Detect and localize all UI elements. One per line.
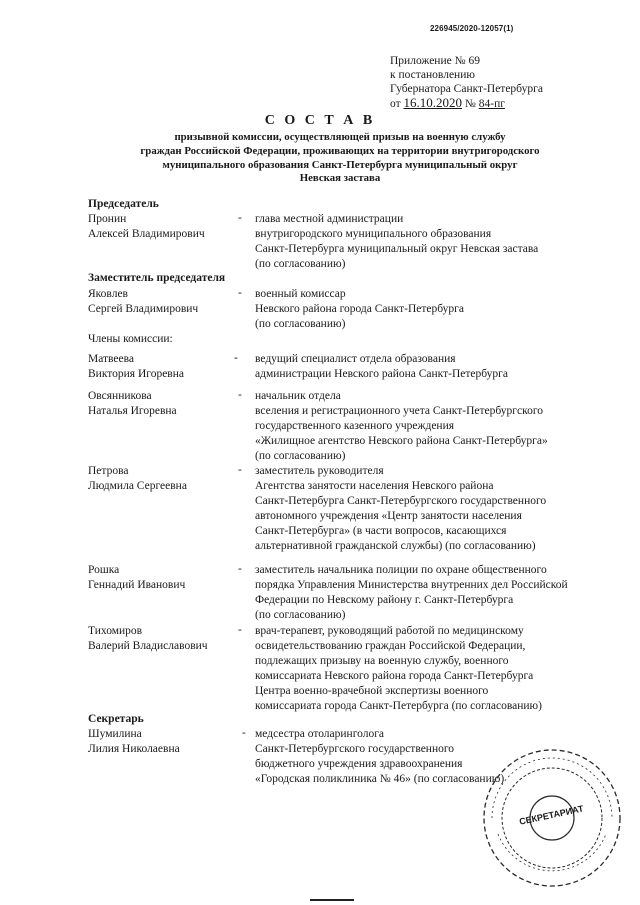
position-line: медсестра отоларинголога: [255, 728, 385, 740]
position-line: ведущий специалист отдела образования: [255, 353, 456, 365]
deputy-name: [88, 287, 198, 317]
document-subtitle: [80, 131, 600, 186]
position-line: Санкт-Петербургского государственного: [255, 743, 455, 755]
chairman-heading: Председатель: [88, 198, 159, 210]
document-number: 226945/2020-12057(1): [430, 24, 514, 33]
member-position: [255, 389, 548, 464]
surname: Матвеева: [88, 353, 135, 365]
position-line: заместитель начальника полиции по охране общественного: [255, 564, 547, 576]
position-line: Санкт-Петербурга муниципальный округ Невская застава: [255, 243, 539, 255]
member-name: [88, 563, 185, 593]
position-line: «Жилищное агентство Невского района Санкт-Петербурга»: [255, 435, 548, 447]
annex-line-1: Приложение № 69: [390, 55, 480, 67]
annex-line-3: Губернатора Санкт-Петербурга: [390, 83, 543, 95]
dash-separator: -: [238, 287, 242, 299]
chairman-name: [88, 212, 205, 242]
position-line: бюджетного учреждения здравоохранения: [255, 758, 463, 770]
subtitle-line: муниципального образования Санкт-Петербурга муниципальный округ: [162, 158, 518, 171]
member-name: [88, 389, 177, 419]
member-position: [255, 624, 542, 714]
decree-number: 84-пг: [478, 98, 505, 110]
dash-separator: -: [238, 464, 242, 476]
position-line: начальник отдела: [255, 390, 341, 402]
surname: Шумилина: [88, 728, 142, 740]
position-line: (по согласованию): [255, 318, 346, 330]
member-position: [255, 464, 546, 554]
surname: Тихомиров: [88, 625, 143, 637]
position-line: (по согласованию): [255, 258, 346, 270]
chairman-position: [255, 212, 538, 272]
member-position: [255, 563, 568, 623]
given-names: Сергей Владимирович: [88, 303, 199, 315]
member-name: [88, 464, 187, 494]
dash-separator: -: [242, 727, 246, 739]
surname: Яковлев: [88, 288, 128, 300]
position-line: комиссариата города Санкт-Петербурга (по согласованию): [255, 700, 542, 712]
secretary-heading: Секретарь: [88, 713, 144, 725]
position-line: военный комиссар: [255, 288, 346, 300]
annex-date-line: [390, 96, 543, 111]
position-line: (по согласованию): [255, 609, 346, 621]
position-line: глава местной администрации: [255, 213, 404, 225]
document-title: С О С Т А В: [264, 113, 376, 128]
position-line: Невского района города Санкт-Петербурга: [255, 303, 464, 315]
number-label: №: [464, 98, 476, 110]
surname: Петрова: [88, 465, 129, 477]
annex-block: [390, 54, 543, 111]
given-names: Алексей Владимирович: [88, 228, 205, 240]
position-line: Федерации по Невскому району г. Санкт-Петербурга: [255, 594, 514, 606]
member-name: [88, 352, 184, 382]
position-line: внутригородского муниципального образования: [255, 228, 492, 240]
footer-line: [310, 899, 354, 901]
dash-separator: -: [238, 624, 242, 636]
seal-text: СЕКРЕТАРИАТ: [518, 803, 585, 827]
given-names: Наталья Игоревна: [88, 405, 177, 417]
members-heading: Члены комиссии:: [88, 333, 173, 345]
deputy-position: [255, 287, 464, 332]
given-names: Людмила Сергеевна: [88, 480, 187, 492]
given-names: Лилия Николаевна: [88, 743, 180, 755]
position-line: Агентства занятости населения Невского района: [255, 480, 494, 492]
deputy-heading: Заместитель председателя: [88, 272, 226, 284]
position-line: Санкт-Петербурга» (в части вопросов, касающихся: [255, 525, 507, 537]
position-line: альтернативной гражданской службы) (по согласованию): [255, 540, 536, 552]
surname: Рошка: [88, 564, 120, 576]
dash-separator: -: [234, 352, 238, 364]
date-prefix: от: [390, 98, 401, 110]
position-line: освидетельствованию граждан Российской Федерации,: [255, 640, 526, 652]
position-line: заместитель руководителя: [255, 465, 384, 477]
subtitle-line: граждан Российской Федерации, проживающих на территории внутригородского: [140, 144, 540, 157]
given-names: Геннадий Иванович: [88, 579, 186, 591]
secretariat-seal: [478, 744, 626, 892]
position-line: комиссариата Невского района города Санкт-Петербурга: [255, 670, 534, 682]
subtitle-line: Невская застава: [299, 172, 381, 185]
position-line: порядка Управления Министерства внутренних дел Российской: [255, 579, 568, 591]
position-line: врач-терапевт, руководящий работой по медицинскому: [255, 625, 524, 637]
secretary-position: [255, 727, 504, 787]
dash-separator: -: [238, 563, 242, 575]
surname: Пронин: [88, 213, 127, 225]
position-line: подлежащих призыву на военную службу, военного: [255, 655, 509, 667]
position-line: Центра военно-врачебной экспертизы военного: [255, 685, 489, 697]
dash-separator: -: [238, 389, 242, 401]
given-names: Виктория Игоревна: [88, 368, 184, 380]
given-names: Валерий Владиславович: [88, 640, 208, 652]
position-line: «Городская поликлиника № 46» (по согласованию): [255, 773, 505, 785]
position-line: Санкт-Петербурга Санкт-Петербургского государственного: [255, 495, 547, 507]
subtitle-line: призывной комиссии, осуществляющей призыв на военную службу: [174, 131, 506, 143]
position-line: государственного казенного учреждения: [255, 420, 455, 432]
member-name: [88, 624, 208, 654]
annex-line-2: к постановлению: [390, 69, 475, 81]
position-line: вселения и регистрационного учета Санкт-Петербургского: [255, 405, 544, 417]
decree-date: 16.10.2020: [403, 95, 462, 110]
secretary-name: [88, 727, 180, 757]
dash-separator: -: [238, 212, 242, 224]
position-line: (по согласованию): [255, 450, 346, 462]
position-line: автономного учреждения «Центр занятости населения: [255, 510, 522, 522]
surname: Овсянникова: [88, 390, 152, 402]
position-line: администрации Невского района Санкт-Петербурга: [255, 368, 508, 380]
seal-icon: [478, 744, 626, 892]
member-position: [255, 352, 508, 382]
